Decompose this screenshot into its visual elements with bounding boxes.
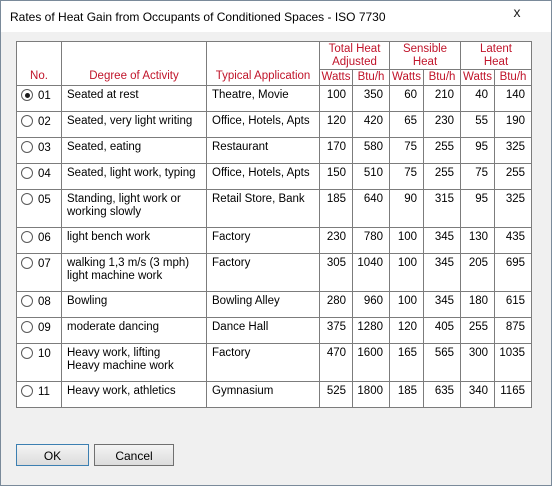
- activity-text: working slowly: [67, 206, 142, 218]
- table-row[interactable]: [17, 138, 532, 164]
- value-total-w: 150: [320, 164, 353, 190]
- header-sensible-btuh: Btu/h: [424, 70, 461, 86]
- button-bar: [8, 425, 544, 480]
- header-sensible-heat: [390, 42, 461, 70]
- value-total-w: 525: [320, 382, 353, 408]
- value-total-w: 185: [320, 190, 353, 228]
- value-sens-w: 65: [390, 112, 424, 138]
- activity-text: Heavy work, lifting: [67, 347, 161, 359]
- table-row[interactable]: [17, 112, 532, 138]
- application-cell: Office, Hotels, Apts: [207, 112, 320, 138]
- row-number: 11: [38, 386, 50, 398]
- header-no: No.: [17, 42, 62, 86]
- header-total-line2: Adjusted: [332, 55, 377, 68]
- value-sens-w: 75: [390, 138, 424, 164]
- application-cell: Theatre, Movie: [207, 86, 320, 112]
- value-lat-b: 695: [495, 254, 532, 292]
- row-number: 08: [38, 296, 51, 308]
- value-total-w: 375: [320, 318, 353, 344]
- activity-text: Seated, light work, typing: [67, 167, 196, 179]
- activity-text: light bench work: [67, 231, 151, 243]
- header-application: Typical Application: [207, 42, 320, 86]
- activity-cell: [62, 138, 207, 164]
- value-lat-w: 180: [461, 292, 495, 318]
- value-lat-w: 205: [461, 254, 495, 292]
- header-activity: Degree of Activity: [62, 42, 207, 86]
- row-select-cell[interactable]: [17, 228, 62, 254]
- value-lat-b: 1165: [495, 382, 532, 408]
- activity-cell: [62, 292, 207, 318]
- activity-cell: [62, 86, 207, 112]
- row-number: 02: [38, 116, 51, 128]
- row-select-cell[interactable]: [17, 382, 62, 408]
- header-latent-btuh: Btu/h: [495, 70, 532, 86]
- value-total-w: 120: [320, 112, 353, 138]
- value-total-b: 960: [353, 292, 390, 318]
- header-latent-line1: Latent: [480, 42, 512, 55]
- value-lat-b: 140: [495, 86, 532, 112]
- value-total-w: 305: [320, 254, 353, 292]
- table-row[interactable]: [17, 164, 532, 190]
- application-cell: Factory: [207, 344, 320, 382]
- value-total-b: 1800: [353, 382, 390, 408]
- table-row[interactable]: [17, 382, 532, 408]
- value-total-b: 780: [353, 228, 390, 254]
- activity-text: moderate dancing: [67, 321, 160, 333]
- ok-button[interactable]: OK: [16, 444, 89, 466]
- value-total-w: 170: [320, 138, 353, 164]
- header-total-btuh: Btu/h: [353, 70, 390, 86]
- header-total-watts: Watts: [320, 70, 353, 86]
- header-latent-line2: Heat: [483, 55, 509, 68]
- value-lat-b: 615: [495, 292, 532, 318]
- value-total-b: 580: [353, 138, 390, 164]
- value-lat-w: 55: [461, 112, 495, 138]
- value-lat-b: 325: [495, 138, 532, 164]
- window-title: Rates of Heat Gain from Occupants of Conditioned Spaces - ISO 7730: [10, 10, 386, 24]
- table-row[interactable]: [17, 318, 532, 344]
- table-row[interactable]: [17, 86, 532, 112]
- value-lat-b: 255: [495, 164, 532, 190]
- radio-button[interactable]: [21, 257, 33, 269]
- value-sens-w: 100: [390, 228, 424, 254]
- row-select-cell[interactable]: [17, 164, 62, 190]
- application-cell: Office, Hotels, Apts: [207, 164, 320, 190]
- activity-text: Heavy machine work: [67, 360, 174, 372]
- value-total-w: 230: [320, 228, 353, 254]
- activity-text: Seated, eating: [67, 141, 142, 153]
- value-total-w: 280: [320, 292, 353, 318]
- value-lat-w: 255: [461, 318, 495, 344]
- row-select-cell[interactable]: [17, 292, 62, 318]
- activity-cell: [62, 190, 207, 228]
- row-number: 03: [38, 142, 51, 154]
- row-number: 05: [38, 194, 51, 206]
- value-sens-w: 100: [390, 292, 424, 318]
- table-body: [17, 86, 532, 408]
- radio-button[interactable]: [21, 141, 33, 153]
- value-lat-w: 75: [461, 164, 495, 190]
- row-number: 07: [38, 258, 51, 270]
- application-cell: Dance Hall: [207, 318, 320, 344]
- radio-button[interactable]: [21, 385, 33, 397]
- activity-text: walking 1,3 m/s (3 mph): [67, 257, 190, 269]
- table-row[interactable]: [17, 344, 532, 382]
- value-lat-w: 95: [461, 190, 495, 228]
- application-cell: Restaurant: [207, 138, 320, 164]
- value-lat-b: 1035: [495, 344, 532, 382]
- header-latent-heat: [461, 42, 532, 70]
- heat-gain-table: [16, 41, 532, 408]
- value-lat-b: 190: [495, 112, 532, 138]
- value-total-b: 1040: [353, 254, 390, 292]
- value-sens-b: 565: [424, 344, 461, 382]
- application-cell: Factory: [207, 254, 320, 292]
- application-cell: Gymnasium: [207, 382, 320, 408]
- application-cell: Factory: [207, 228, 320, 254]
- header-sensible-line2: Heat: [412, 55, 438, 68]
- value-lat-w: 340: [461, 382, 495, 408]
- radio-button[interactable]: [21, 89, 33, 101]
- table-row[interactable]: [17, 254, 532, 292]
- value-sens-b: 345: [424, 228, 461, 254]
- value-sens-b: 210: [424, 86, 461, 112]
- value-sens-w: 60: [390, 86, 424, 112]
- row-number: 04: [38, 168, 51, 180]
- activity-cell: [62, 164, 207, 190]
- value-sens-b: 405: [424, 318, 461, 344]
- value-total-b: 1600: [353, 344, 390, 382]
- value-sens-b: 255: [424, 138, 461, 164]
- value-sens-b: 345: [424, 254, 461, 292]
- row-select-cell[interactable]: [17, 254, 62, 292]
- activity-text: Standing, light work or: [67, 193, 181, 205]
- activity-text: Seated, very light writing: [67, 115, 193, 127]
- value-total-w: 470: [320, 344, 353, 382]
- radio-button[interactable]: [21, 193, 33, 205]
- radio-button[interactable]: [21, 167, 33, 179]
- value-sens-w: 100: [390, 254, 424, 292]
- title-bar[interactable]: [1, 1, 551, 32]
- value-total-b: 420: [353, 112, 390, 138]
- value-total-b: 640: [353, 190, 390, 228]
- radio-button[interactable]: [21, 115, 33, 127]
- activity-text: Bowling: [67, 295, 108, 307]
- row-select-cell[interactable]: [17, 112, 62, 138]
- value-sens-b: 345: [424, 292, 461, 318]
- activity-cell: [62, 254, 207, 292]
- table-row[interactable]: [17, 228, 532, 254]
- value-total-b: 1280: [353, 318, 390, 344]
- row-select-cell[interactable]: [17, 344, 62, 382]
- row-select-cell[interactable]: [17, 318, 62, 344]
- value-lat-w: 300: [461, 344, 495, 382]
- content-panel: [8, 32, 544, 425]
- value-lat-w: 130: [461, 228, 495, 254]
- header-latent-watts: Watts: [461, 70, 495, 86]
- value-lat-b: 325: [495, 190, 532, 228]
- activity-cell: [62, 228, 207, 254]
- table-row[interactable]: [17, 190, 532, 228]
- activity-cell: [62, 318, 207, 344]
- row-select-cell[interactable]: [17, 138, 62, 164]
- activity-text: light machine work: [67, 270, 163, 282]
- value-sens-b: 230: [424, 112, 461, 138]
- activity-cell: [62, 344, 207, 382]
- header-total-heat: [320, 42, 390, 70]
- row-select-cell[interactable]: [17, 86, 62, 112]
- activity-cell: [62, 112, 207, 138]
- row-number: 10: [38, 348, 51, 360]
- value-sens-w: 75: [390, 164, 424, 190]
- value-lat-w: 95: [461, 138, 495, 164]
- row-select-cell[interactable]: [17, 190, 62, 228]
- cancel-button[interactable]: Cancel: [94, 444, 174, 466]
- value-total-w: 100: [320, 86, 353, 112]
- value-sens-w: 90: [390, 190, 424, 228]
- activity-cell: [62, 382, 207, 408]
- radio-button[interactable]: [21, 231, 33, 243]
- header-sensible-line1: Sensible: [402, 42, 448, 55]
- value-sens-w: 185: [390, 382, 424, 408]
- value-lat-b: 435: [495, 228, 532, 254]
- radio-button[interactable]: [21, 347, 33, 359]
- value-sens-b: 315: [424, 190, 461, 228]
- table-row[interactable]: [17, 292, 532, 318]
- application-cell: Bowling Alley: [207, 292, 320, 318]
- radio-button[interactable]: [21, 321, 33, 333]
- value-sens-w: 165: [390, 344, 424, 382]
- radio-button[interactable]: [21, 295, 33, 307]
- header-total-line1: Total Heat: [328, 42, 381, 55]
- row-number: 06: [38, 232, 51, 244]
- value-sens-b: 255: [424, 164, 461, 190]
- value-total-b: 510: [353, 164, 390, 190]
- header-sensible-watts: Watts: [390, 70, 424, 86]
- application-cell: Retail Store, Bank: [207, 190, 320, 228]
- value-sens-w: 120: [390, 318, 424, 344]
- value-lat-b: 875: [495, 318, 532, 344]
- row-number: 09: [38, 322, 51, 334]
- close-icon: x: [513, 4, 521, 20]
- activity-text: Seated at rest: [67, 89, 139, 101]
- value-sens-b: 635: [424, 382, 461, 408]
- value-lat-w: 40: [461, 86, 495, 112]
- activity-text: Heavy work, athletics: [67, 385, 176, 397]
- row-number: 01: [38, 90, 51, 102]
- value-total-b: 350: [353, 86, 390, 112]
- close-button[interactable]: [494, 2, 540, 22]
